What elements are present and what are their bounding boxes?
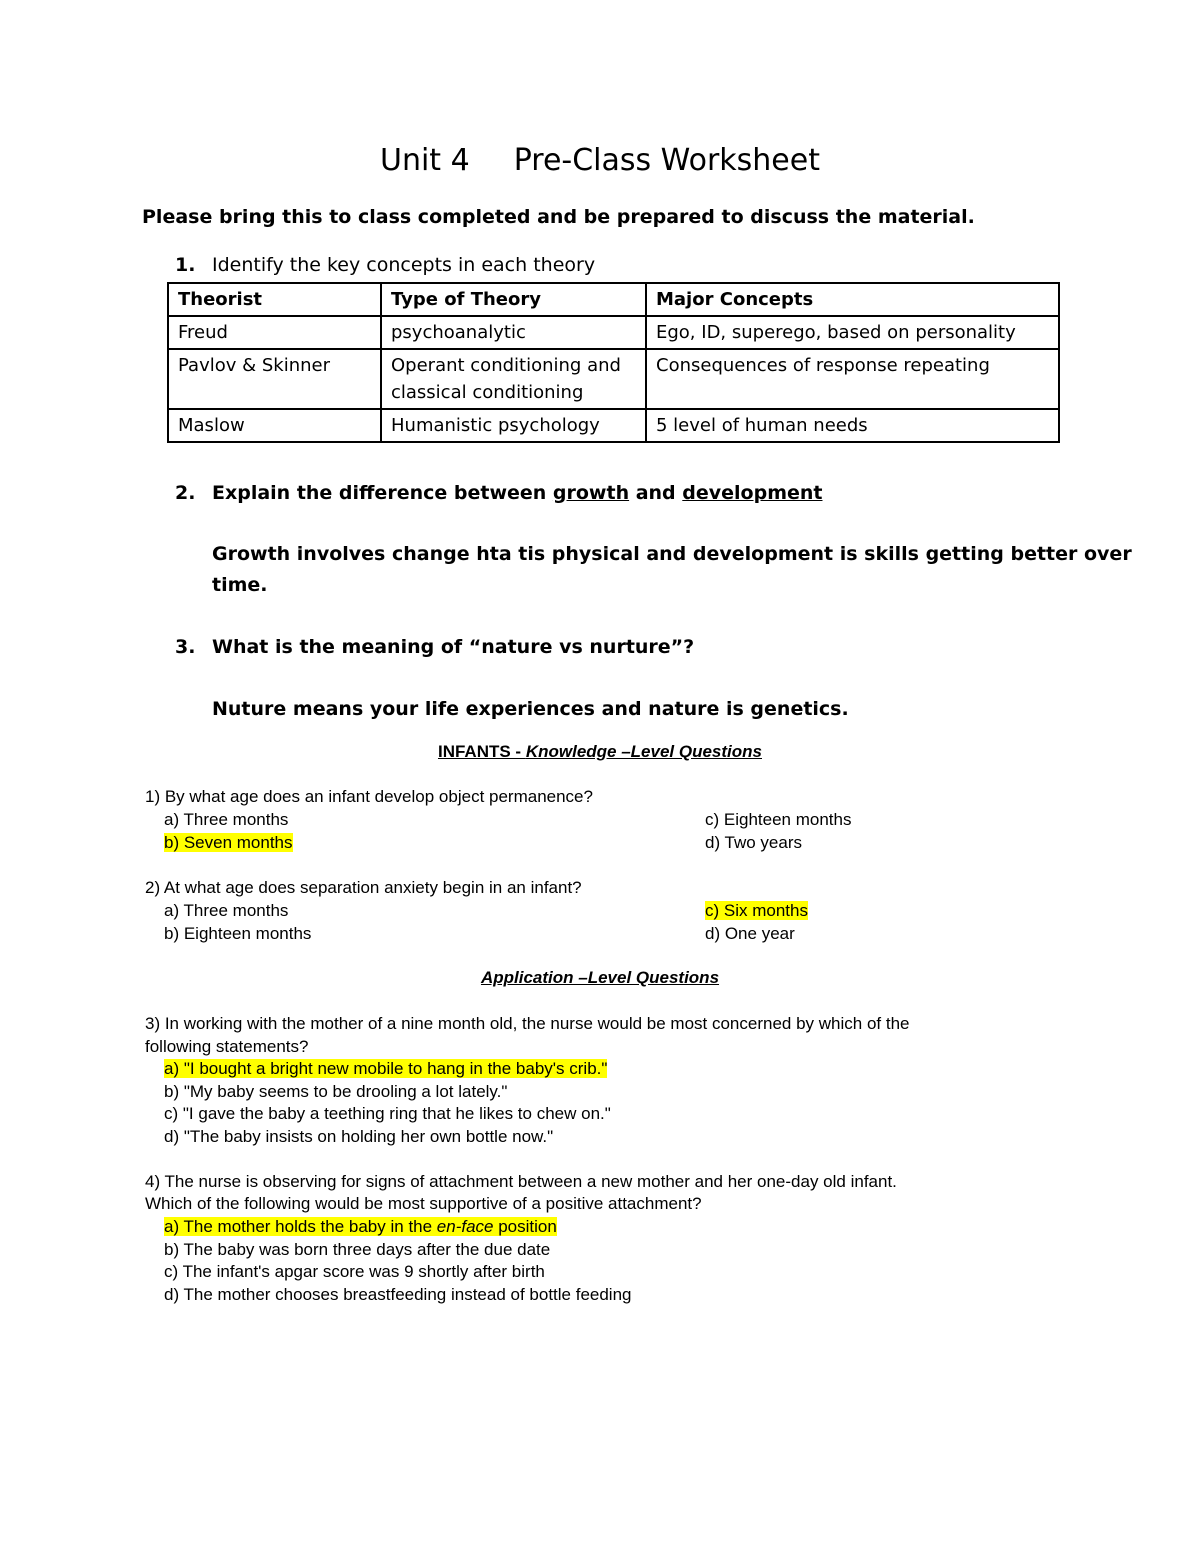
mq1-text: 1) By what age does an infant develop object permanence?: [145, 787, 593, 806]
mq4-line2: Which of the following would be most supportive of a positive attachment?: [145, 1194, 702, 1213]
mq3-option-a-highlight: a) "I bought a bright new mobile to hang in the baby's crib.": [164, 1059, 608, 1078]
q2-development: development: [682, 482, 823, 504]
table-row: [168, 409, 1059, 442]
mq4-option-c: c) The infant's apgar score was 9 shortly after birth: [164, 1262, 545, 1281]
mq4-a-pre: a) The mother holds the baby in the: [164, 1217, 437, 1236]
title-name: Pre-Class Worksheet: [513, 143, 820, 178]
header-concepts: Major Concepts: [646, 283, 1059, 316]
page-title: [0, 143, 1200, 178]
mq2-text: 2) At what age does separation anxiety begin in an infant?: [145, 878, 582, 897]
q1-text: Identify the key concepts in each theory: [212, 254, 596, 276]
mq3-option-c: c) "I gave the baby a teething ring that he likes to chew on.": [164, 1104, 611, 1123]
header-type: Type of Theory: [381, 283, 646, 316]
table-cell: Operant conditioning and classical conditioning: [381, 349, 646, 409]
infants-heading: [0, 742, 1200, 762]
table-header-row: [168, 283, 1059, 316]
table-row: [168, 316, 1059, 349]
table-cell: psychoanalytic: [381, 316, 646, 349]
application-heading-text: Application –Level Questions: [480, 968, 720, 987]
table-cell: Freud: [168, 316, 381, 349]
mq4-a-italic: en-face: [436, 1217, 494, 1236]
table-cell: Consequences of response repeating: [646, 349, 1059, 409]
title-unit: Unit 4: [380, 143, 470, 178]
application-heading: [0, 968, 1200, 988]
q2-text: [212, 482, 823, 504]
q2-growth: growth: [552, 482, 630, 504]
mq4-a-post: position: [493, 1217, 557, 1236]
mq4-option-a: [164, 1217, 557, 1237]
infants-heading-prefix: INFANTS -: [437, 742, 526, 761]
mq4-option-a-highlight: [164, 1217, 557, 1236]
q2-pre: Explain the difference between: [212, 482, 553, 504]
mq2-option-b: b) Eighteen months: [164, 924, 312, 943]
q2-answer-line2: time.: [212, 574, 268, 596]
q2-answer-line1: Growth involves change hta tis physical and development is skills getting better over: [212, 543, 1132, 565]
mq3-option-b: b) "My baby seems to be drooling a lot lately.": [164, 1082, 508, 1101]
mq3-line1: 3) In working with the mother of a nine month old, the nurse would be most concerned by which of the: [145, 1014, 910, 1033]
table-cell: Humanistic psychology: [381, 409, 646, 442]
mq1-option-b: [164, 833, 293, 853]
intro-text: Please bring this to class completed and be prepared to discuss the material.: [142, 206, 975, 228]
q2-and: and: [629, 482, 683, 504]
header-theorist: Theorist: [168, 283, 381, 316]
mq4-option-d: d) The mother chooses breastfeeding instead of bottle feeding: [164, 1285, 632, 1304]
mq3-line2: following statements?: [145, 1037, 309, 1056]
table-cell: Maslow: [168, 409, 381, 442]
mq2-option-c-highlight: c) Six months: [705, 901, 808, 920]
q3-text: What is the meaning of “nature vs nurture”?: [212, 636, 695, 658]
mq4-line1: 4) The nurse is observing for signs of attachment between a new mother and her one-day old infant.: [145, 1172, 897, 1191]
table-cell: 5 level of human needs: [646, 409, 1059, 442]
theory-table: [167, 282, 1060, 443]
mq3-option-d: d) "The baby insists on holding her own bottle now.": [164, 1127, 554, 1146]
mq2-option-a: a) Three months: [164, 901, 289, 920]
q2-number: 2.: [175, 482, 196, 504]
mq1-option-d: d) Two years: [705, 833, 803, 852]
table-row: [168, 349, 1059, 409]
mq1-option-b-highlight: b) Seven months: [164, 833, 293, 852]
q3-answer: Nuture means your life experiences and nature is genetics.: [212, 698, 849, 720]
table-cell: Pavlov & Skinner: [168, 349, 381, 409]
mq2-option-d: d) One year: [705, 924, 795, 943]
q1-number: 1.: [175, 254, 196, 276]
mq4-option-b: b) The baby was born three days after the due date: [164, 1240, 551, 1259]
mq3-option-a: [164, 1059, 607, 1079]
infants-heading-italic: Knowledge –Level Questions: [525, 742, 762, 761]
mq1-option-c: c) Eighteen months: [705, 810, 852, 829]
q3-number: 3.: [175, 636, 196, 658]
mq1-option-a: a) Three months: [164, 810, 289, 829]
table-cell: Ego, ID, superego, based on personality: [646, 316, 1059, 349]
mq2-option-c: [705, 901, 808, 921]
